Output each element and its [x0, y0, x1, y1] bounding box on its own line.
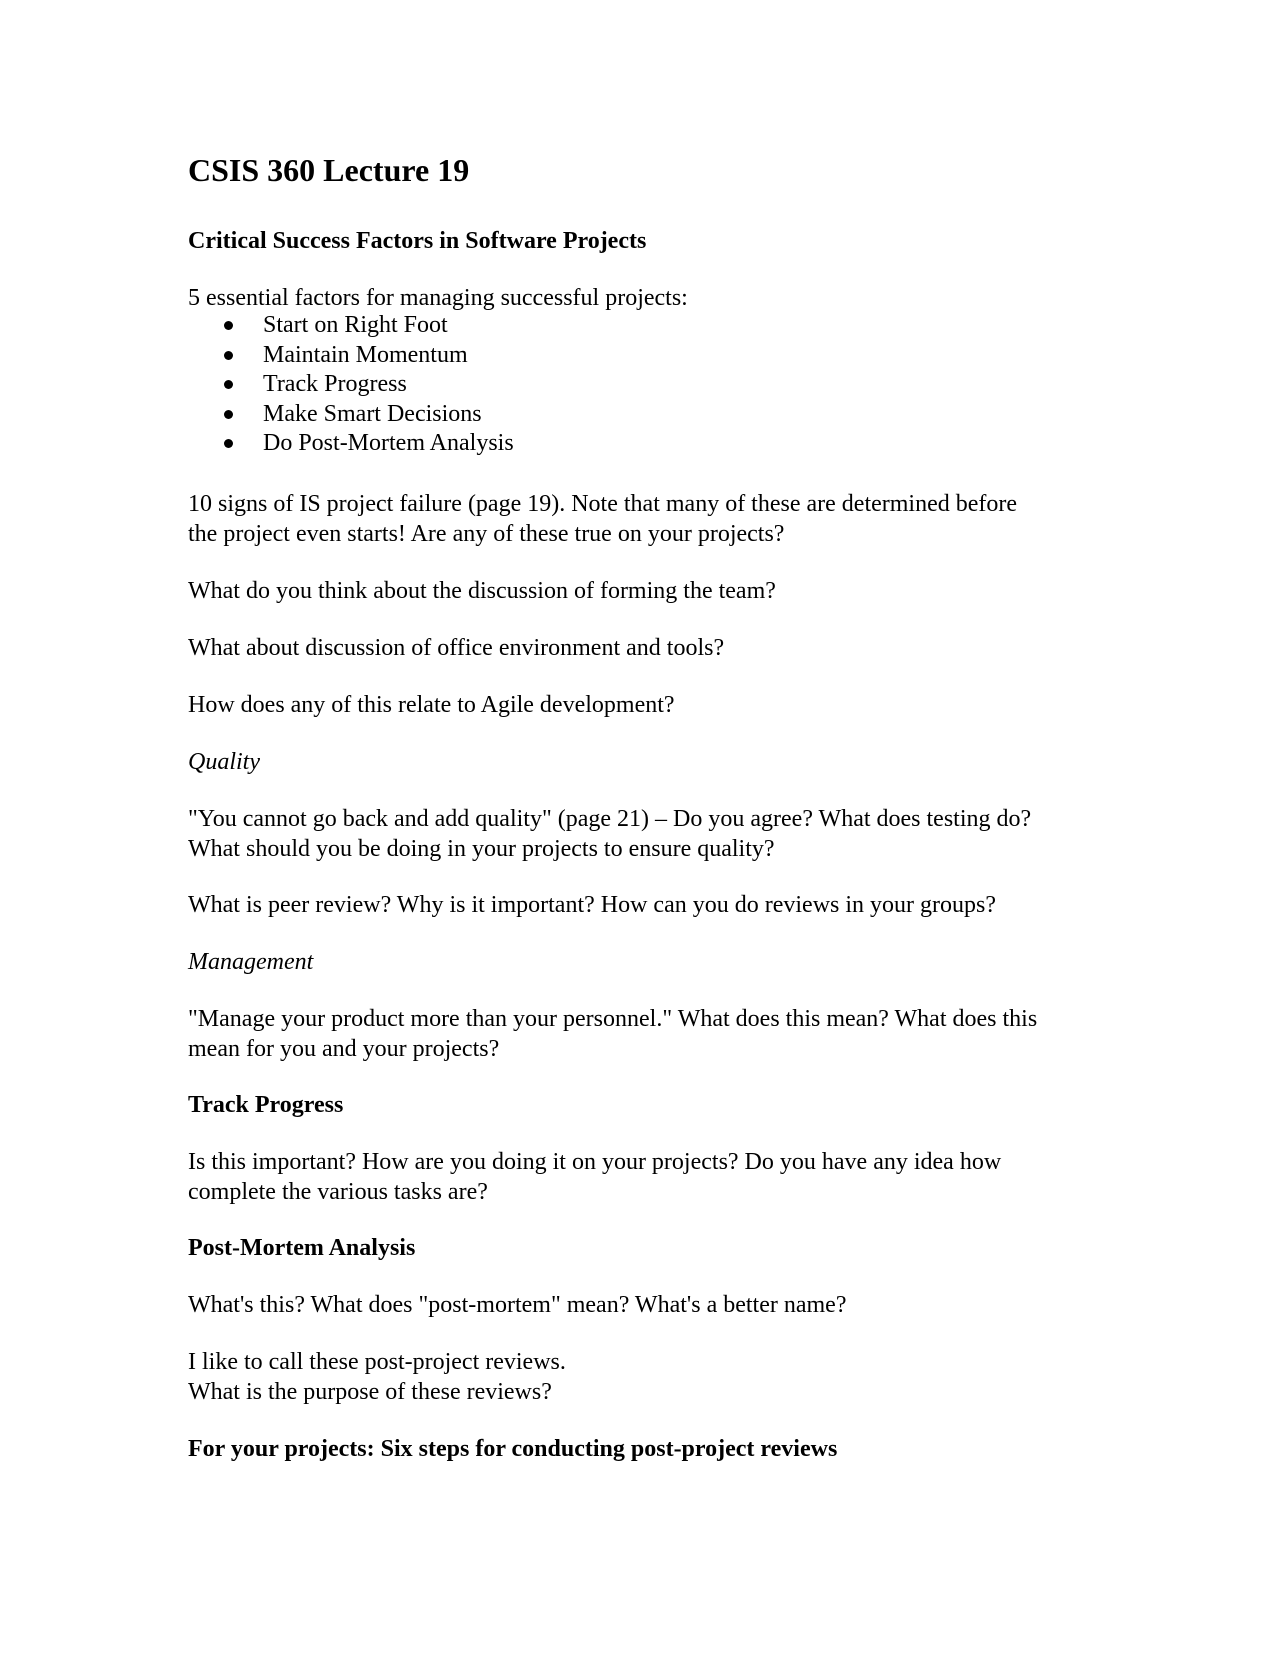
list-item: Start on Right Foot	[188, 311, 514, 341]
list-item: Maintain Momentum	[188, 341, 514, 371]
section-heading-management: Management	[188, 949, 314, 975]
bullet-icon	[224, 439, 233, 448]
section-heading-track-progress: Track Progress	[188, 1092, 344, 1118]
section-heading-critical-success: Critical Success Factors in Software Projects	[188, 228, 647, 254]
peer-review-question: What is peer review? Why is it important? How can you do reviews in your groups?	[188, 892, 997, 918]
section-heading-quality: Quality	[188, 749, 260, 775]
bullet-icon	[224, 321, 233, 330]
quality-paragraph: "You cannot go back and add quality" (page 21) – Do you agree? What does testing do? What should you be doing in your projects to ensure quality?	[188, 806, 1032, 862]
section-heading-six-steps: For your projects: Six steps for conducting post-project reviews	[188, 1436, 838, 1462]
office-question: What about discussion of office environment and tools?	[188, 635, 725, 661]
section-heading-post-mortem: Post-Mortem Analysis	[188, 1235, 416, 1261]
bullet-icon	[224, 410, 233, 419]
bullet-icon	[224, 351, 233, 360]
list-item: Do Post-Mortem Analysis	[188, 429, 514, 459]
factors-intro: 5 essential factors for managing successful projects:	[188, 285, 688, 311]
factors-list	[188, 311, 514, 459]
management-paragraph: "Manage your product more than your personnel." What does this mean? What does this mean for you and your projects?	[188, 1006, 1038, 1062]
list-item: Make Smart Decisions	[188, 400, 514, 430]
bullet-icon	[224, 380, 233, 389]
failure-signs-paragraph: 10 signs of IS project failure (page 19). Note that many of these are determined before the project even starts! Are any of these true on your projects?	[188, 491, 1018, 547]
agile-question: How does any of this relate to Agile development?	[188, 692, 675, 718]
post-mortem-question: What's this? What does "post-mortem" mean? What's a better name?	[188, 1292, 847, 1318]
list-item: Track Progress	[188, 370, 514, 400]
track-progress-paragraph: Is this important? How are you doing it on your projects? Do you have any idea how complete the various tasks are?	[188, 1149, 1002, 1205]
reviews-paragraph: I like to call these post-project reviews. What is the purpose of these reviews?	[188, 1349, 566, 1405]
team-question: What do you think about the discussion of forming the team?	[188, 578, 776, 604]
page-title: CSIS 360 Lecture 19	[188, 152, 470, 188]
